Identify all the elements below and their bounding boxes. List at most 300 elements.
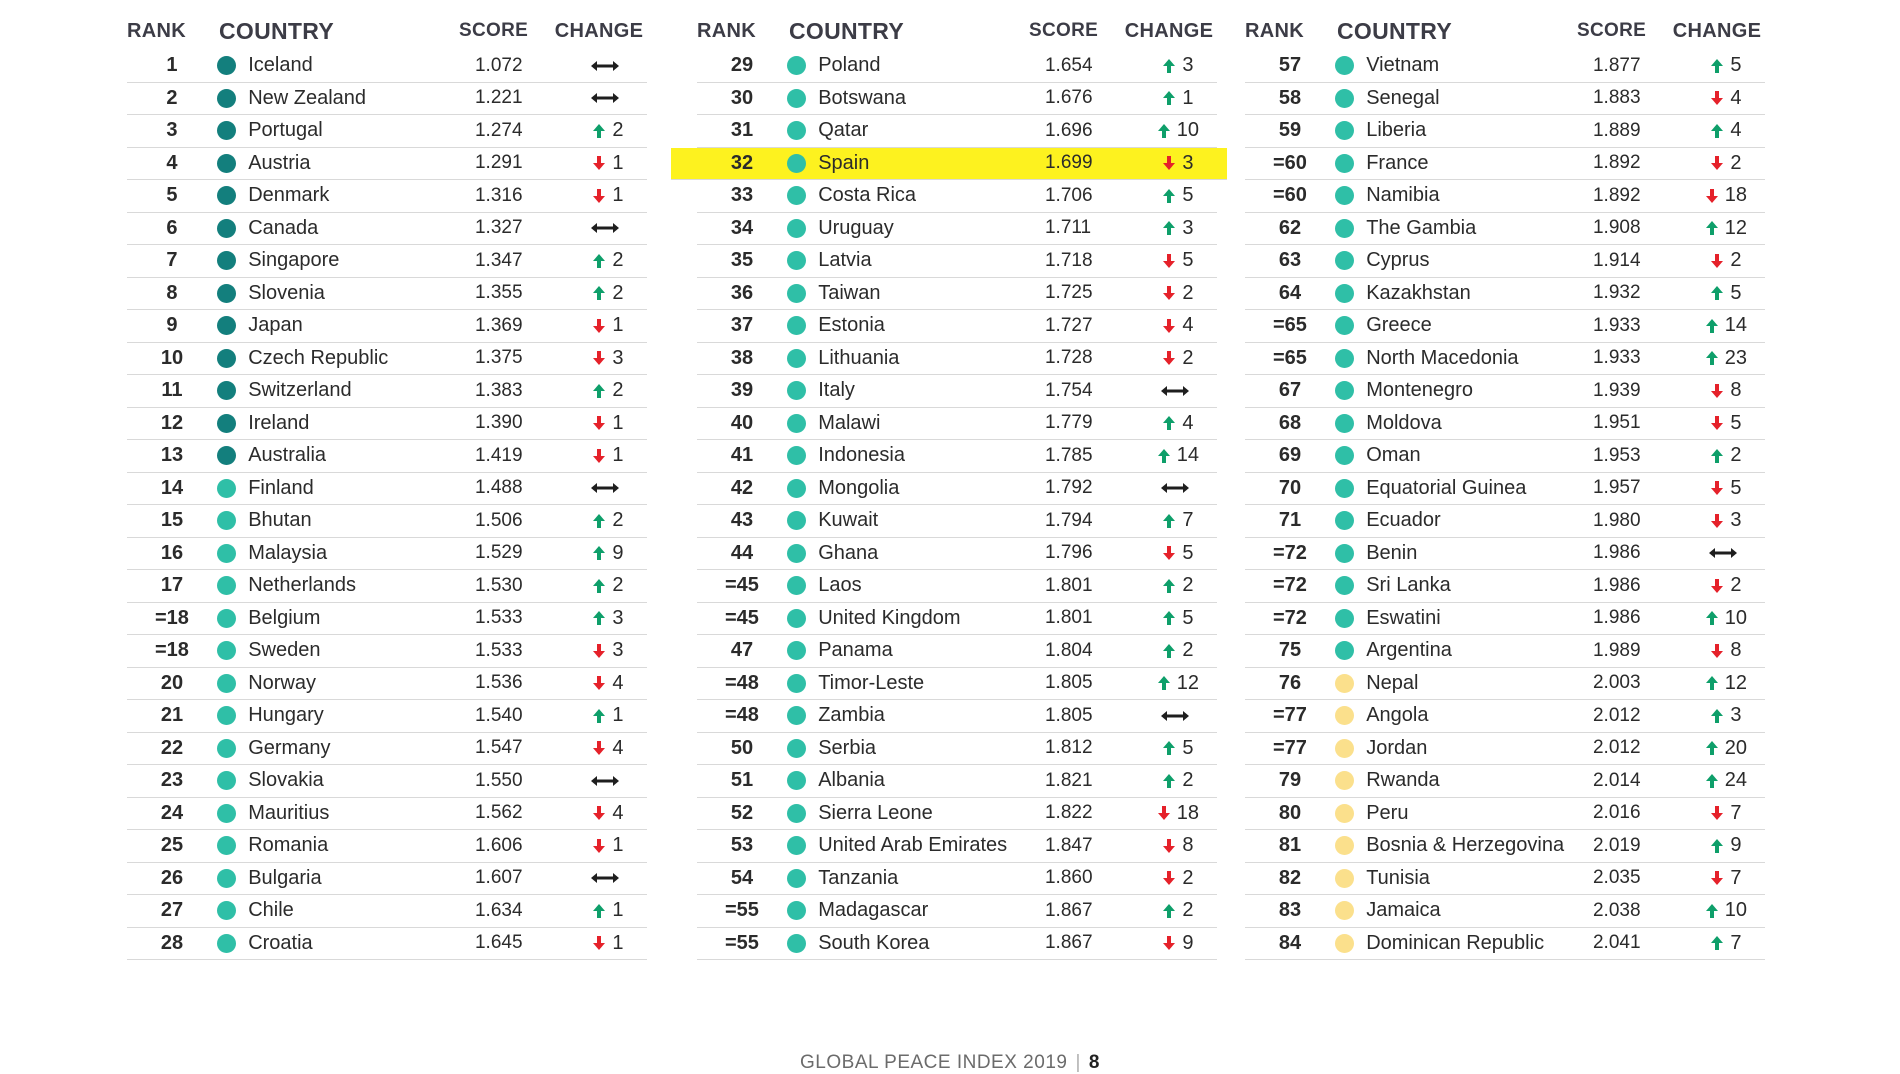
score-cell: 1.706: [1044, 184, 1093, 206]
level-dot-cell: [217, 446, 248, 465]
level-dot-icon: [787, 316, 806, 335]
table-row: [1245, 408, 1765, 441]
arrow-up-icon: [1705, 903, 1719, 919]
change-cell: [1139, 217, 1217, 240]
change-value: 7: [1730, 801, 1742, 824]
change-cell: [1139, 314, 1217, 337]
rank-cell: =55: [724, 931, 759, 954]
change-value: 2: [1182, 899, 1194, 922]
arrow-up-icon: [1162, 513, 1176, 529]
arrow-up-icon: [1710, 123, 1724, 139]
level-dot-icon: [217, 609, 236, 628]
table-row: [127, 505, 647, 538]
table-row: [127, 668, 647, 701]
table-row: [697, 245, 1217, 278]
level-dot-icon: [1335, 641, 1354, 660]
score-cell: 1.221: [474, 87, 523, 109]
score-cell: 1.822: [1044, 802, 1093, 824]
score-cell: 1.785: [1044, 444, 1093, 466]
change-value: 3: [1730, 704, 1742, 727]
arrow-down-icon: [592, 155, 606, 171]
level-dot-icon: [1335, 219, 1354, 238]
arrow-up-icon: [1162, 90, 1176, 106]
arrow-down-icon: [1157, 805, 1171, 821]
level-dot-cell: [217, 349, 248, 368]
arrow-down-icon: [1162, 870, 1176, 886]
table-row: [127, 245, 647, 278]
score-cell: 1.986: [1592, 607, 1641, 629]
score-cell: 1.550: [474, 769, 523, 791]
table-row: [127, 375, 647, 408]
arrow-down-icon: [1710, 805, 1724, 821]
rank-cell: 5: [166, 184, 178, 207]
change-value: 4: [1730, 119, 1742, 142]
rank-cell: 21: [160, 704, 184, 727]
arrow-down-icon: [1162, 350, 1176, 366]
table-row: [127, 733, 647, 766]
column-header: [697, 12, 1217, 50]
country-cell: Iceland: [248, 54, 313, 77]
arrow-down-icon: [592, 805, 606, 821]
arrow-down-icon: [592, 188, 606, 204]
country-cell: Benin: [1366, 541, 1418, 564]
level-dot-icon: [217, 446, 236, 465]
change-cell: [1139, 710, 1217, 722]
level-dot-icon: [787, 739, 806, 758]
level-dot-icon: [217, 511, 236, 530]
table-row: [1245, 603, 1765, 636]
table-row: [697, 375, 1217, 408]
score-cell: 1.383: [474, 379, 523, 401]
level-dot-icon: [787, 479, 806, 498]
change-value: 1: [612, 314, 624, 337]
rank-cell: =72: [1272, 574, 1307, 597]
score-cell: 1.801: [1044, 607, 1093, 629]
country-cell: Ecuador: [1366, 509, 1441, 532]
country-cell: Taiwan: [818, 281, 881, 304]
change-cell: [1139, 802, 1217, 825]
change-cell: [569, 899, 647, 922]
arrow-up-icon: [1162, 903, 1176, 919]
change-value: 1: [612, 834, 624, 857]
table-row: [697, 895, 1217, 928]
rank-cell: 79: [1278, 769, 1302, 792]
table-row: [127, 700, 647, 733]
level-dot-cell: [1335, 804, 1366, 823]
country-cell: Argentina: [1366, 639, 1452, 662]
level-dot-icon: [787, 186, 806, 205]
country-cell: Netherlands: [248, 574, 357, 597]
country-cell: Dominican Republic: [1366, 931, 1545, 954]
change-value: 2: [1182, 281, 1194, 304]
country-cell: Oman: [1366, 444, 1421, 467]
level-dot-cell: [787, 251, 818, 270]
arrow-up-icon: [592, 383, 606, 399]
level-dot-icon: [1335, 414, 1354, 433]
column-header: [127, 12, 647, 50]
change-value: 2: [612, 574, 624, 597]
rank-cell: 39: [730, 379, 754, 402]
level-dot-cell: [787, 121, 818, 140]
table-row: [1245, 733, 1765, 766]
country-cell: Tunisia: [1366, 866, 1430, 889]
level-dot-cell: [787, 316, 818, 335]
rank-cell: =48: [724, 671, 759, 694]
level-dot-cell: [217, 186, 248, 205]
level-dot-icon: [1335, 316, 1354, 335]
change-value: 7: [1730, 931, 1742, 954]
level-dot-cell: [217, 414, 248, 433]
arrow-up-icon: [592, 253, 606, 269]
change-cell: [1139, 87, 1217, 110]
country-cell: Qatar: [818, 119, 869, 142]
arrow-up-icon: [592, 903, 606, 919]
table-row: [697, 570, 1217, 603]
table-row: [697, 668, 1217, 701]
level-dot-cell: [1335, 154, 1366, 173]
level-dot-cell: [217, 739, 248, 758]
level-dot-icon: [217, 771, 236, 790]
change-value: 7: [1182, 509, 1194, 532]
table-row: [127, 408, 647, 441]
arrow-down-icon: [592, 415, 606, 431]
table-row: [1245, 928, 1765, 961]
score-cell: 1.696: [1044, 119, 1093, 141]
change-cell: [1139, 152, 1217, 175]
change-cell: [569, 412, 647, 435]
rank-cell: 34: [730, 216, 754, 239]
rank-cell: 8: [166, 281, 178, 304]
level-dot-icon: [1335, 154, 1354, 173]
score-cell: 1.812: [1044, 737, 1093, 759]
change-cell: [1139, 444, 1217, 467]
level-dot-cell: [217, 706, 248, 725]
level-dot-icon: [787, 381, 806, 400]
rank-cell: 75: [1278, 639, 1302, 662]
level-dot-cell: [1335, 641, 1366, 660]
arrow-down-icon: [1710, 870, 1724, 886]
level-dot-cell: [1335, 284, 1366, 303]
rank-cell: 70: [1278, 476, 1302, 499]
table-row: [697, 50, 1217, 83]
arrow-down-icon: [1710, 155, 1724, 171]
score-cell: 1.779: [1044, 412, 1093, 434]
change-value: 5: [1730, 54, 1742, 77]
arrow-down-icon: [1162, 838, 1176, 854]
change-value: 1: [612, 411, 624, 434]
country-cell: Canada: [248, 216, 319, 239]
change-value: 9: [1182, 931, 1194, 954]
score-cell: 1.711: [1044, 217, 1092, 239]
header-country: COUNTRY: [789, 17, 904, 44]
score-cell: 1.953: [1592, 444, 1641, 466]
arrow-up-icon: [1710, 838, 1724, 854]
change-cell: [1687, 867, 1765, 890]
table-row: [697, 115, 1217, 148]
arrow-both-icon: [1160, 482, 1190, 494]
score-cell: 2.041: [1592, 932, 1641, 954]
score-cell: 2.038: [1592, 899, 1641, 921]
level-dot-cell: [787, 641, 818, 660]
score-cell: 2.003: [1592, 672, 1641, 694]
score-cell: 1.072: [474, 54, 523, 76]
score-cell: 1.327: [474, 217, 523, 239]
table-row: [697, 473, 1217, 506]
level-dot-icon: [1335, 186, 1354, 205]
rank-cell: =45: [724, 606, 759, 629]
header-country: COUNTRY: [219, 17, 334, 44]
arrow-both-icon: [590, 482, 620, 494]
country-cell: Singapore: [248, 249, 340, 272]
country-cell: Kazakhstan: [1366, 281, 1471, 304]
level-dot-cell: [787, 836, 818, 855]
rank-cell: 23: [160, 769, 184, 792]
arrow-down-icon: [592, 643, 606, 659]
score-cell: 1.986: [1592, 574, 1641, 596]
rank-cell: =60: [1272, 184, 1307, 207]
arrow-both-icon: [590, 222, 620, 234]
country-cell: Germany: [248, 736, 331, 759]
level-dot-cell: [787, 609, 818, 628]
change-value: 2: [612, 281, 624, 304]
change-cell: [1139, 282, 1217, 305]
level-dot-icon: [1335, 381, 1354, 400]
table-row: [127, 635, 647, 668]
level-dot-icon: [1335, 706, 1354, 725]
table-row: [127, 310, 647, 343]
level-dot-cell: [217, 641, 248, 660]
score-cell: 1.989: [1592, 639, 1641, 661]
level-dot-icon: [1335, 804, 1354, 823]
score-cell: 1.951: [1592, 412, 1641, 434]
level-dot-cell: [217, 89, 248, 108]
level-dot-cell: [1335, 381, 1366, 400]
level-dot-icon: [217, 154, 236, 173]
header-rank: RANK: [1245, 19, 1304, 42]
table-row: [127, 895, 647, 928]
country-cell: Chile: [248, 899, 294, 922]
change-value: 5: [1730, 411, 1742, 434]
score-cell: 1.889: [1592, 119, 1641, 141]
change-cell: [569, 775, 647, 787]
rank-cell: 28: [160, 931, 184, 954]
change-value: 2: [1182, 769, 1194, 792]
change-value: 1: [612, 184, 624, 207]
arrow-up-icon: [1162, 740, 1176, 756]
rank-cell: =65: [1272, 346, 1307, 369]
table-row: [1245, 473, 1765, 506]
table-row: [697, 408, 1217, 441]
rank-cell: 44: [730, 541, 754, 564]
score-cell: 1.801: [1044, 574, 1093, 596]
level-dot-icon: [1335, 544, 1354, 563]
level-dot-icon: [787, 121, 806, 140]
score-cell: 2.035: [1592, 867, 1641, 889]
change-cell: [569, 60, 647, 72]
arrow-down-icon: [1162, 155, 1176, 171]
change-value: 5: [1730, 476, 1742, 499]
level-dot-icon: [787, 89, 806, 108]
level-dot-cell: [1335, 349, 1366, 368]
change-value: 2: [1730, 444, 1742, 467]
change-cell: [569, 184, 647, 207]
change-value: 4: [612, 736, 624, 759]
score-cell: 1.645: [474, 932, 523, 954]
score-cell: 1.908: [1592, 217, 1641, 239]
header-rank: RANK: [127, 19, 186, 42]
level-dot-icon: [787, 251, 806, 270]
change-cell: [569, 249, 647, 272]
level-dot-icon: [217, 576, 236, 595]
level-dot-icon: [787, 836, 806, 855]
arrow-down-icon: [1710, 383, 1724, 399]
score-cell: 1.939: [1592, 379, 1641, 401]
change-cell: [1687, 184, 1765, 207]
score-cell: 1.728: [1044, 347, 1093, 369]
level-dot-cell: [787, 56, 818, 75]
ranking-column-1: [127, 12, 647, 960]
level-dot-cell: [1335, 89, 1366, 108]
rank-cell: 53: [730, 834, 754, 857]
arrow-up-icon: [592, 708, 606, 724]
change-value: 3: [1730, 509, 1742, 532]
arrow-up-icon: [1705, 610, 1719, 626]
rank-cell: =55: [724, 899, 759, 922]
arrow-up-icon: [1705, 350, 1719, 366]
table-row: [127, 473, 647, 506]
change-cell: [1687, 119, 1765, 142]
score-cell: 1.274: [474, 119, 523, 141]
level-dot-cell: [1335, 56, 1366, 75]
table-row: [1245, 505, 1765, 538]
country-cell: Czech Republic: [248, 346, 389, 369]
table-row: [671, 148, 1227, 181]
arrow-down-icon: [1162, 318, 1176, 334]
score-cell: 1.316: [474, 184, 523, 206]
score-cell: 1.986: [1592, 542, 1641, 564]
header-change: CHANGE: [1672, 19, 1762, 42]
table-row: [1245, 180, 1765, 213]
level-dot-icon: [217, 869, 236, 888]
country-cell: Tanzania: [818, 866, 899, 889]
country-cell: United Arab Emirates: [818, 834, 1008, 857]
country-cell: Austria: [248, 151, 311, 174]
change-cell: [1687, 737, 1765, 760]
rank-cell: =48: [724, 704, 759, 727]
level-dot-icon: [787, 219, 806, 238]
score-cell: 1.355: [474, 282, 523, 304]
change-cell: [1687, 932, 1765, 955]
change-value: 2: [1730, 249, 1742, 272]
change-value: 1: [1182, 86, 1194, 109]
country-cell: Indonesia: [818, 444, 905, 467]
rows: [697, 50, 1217, 960]
level-dot-icon: [1335, 901, 1354, 920]
level-dot-icon: [787, 349, 806, 368]
change-value: 5: [1182, 606, 1194, 629]
change-cell: [1687, 802, 1765, 825]
country-cell: Denmark: [248, 184, 330, 207]
level-dot-cell: [787, 446, 818, 465]
arrow-up-icon: [1157, 675, 1171, 691]
level-dot-icon: [217, 901, 236, 920]
country-cell: Bulgaria: [248, 866, 322, 889]
change-cell: [569, 282, 647, 305]
level-dot-cell: [1335, 186, 1366, 205]
table-row: [697, 278, 1217, 311]
table-row: [127, 343, 647, 376]
arrow-both-icon: [590, 872, 620, 884]
arrow-both-icon: [1160, 710, 1190, 722]
rank-cell: 3: [166, 119, 178, 142]
level-dot-cell: [217, 869, 248, 888]
table-row: [697, 538, 1217, 571]
rank-cell: 36: [730, 281, 754, 304]
change-cell: [1139, 54, 1217, 77]
table-row: [697, 830, 1217, 863]
change-value: 2: [612, 249, 624, 272]
score-cell: 1.804: [1044, 639, 1093, 661]
rank-cell: 15: [160, 509, 184, 532]
level-dot-cell: [1335, 544, 1366, 563]
change-value: 14: [1176, 444, 1200, 467]
country-cell: North Macedonia: [1366, 346, 1519, 369]
level-dot-cell: [1335, 446, 1366, 465]
level-dot-icon: [1335, 121, 1354, 140]
country-cell: Australia: [248, 444, 327, 467]
level-dot-icon: [1335, 284, 1354, 303]
country-cell: Greece: [1366, 314, 1432, 337]
arrow-both-icon: [590, 92, 620, 104]
score-cell: 1.892: [1592, 184, 1641, 206]
country-cell: France: [1366, 151, 1429, 174]
change-value: 20: [1724, 736, 1748, 759]
level-dot-cell: [1335, 836, 1366, 855]
country-cell: Latvia: [818, 249, 872, 272]
arrow-up-icon: [1162, 220, 1176, 236]
change-value: 18: [1176, 801, 1200, 824]
change-cell: [1139, 607, 1217, 630]
level-dot-icon: [217, 706, 236, 725]
score-cell: 1.932: [1592, 282, 1641, 304]
table-row: [1245, 765, 1765, 798]
score-cell: 1.533: [474, 639, 523, 661]
change-value: 24: [1724, 769, 1748, 792]
table-row: [697, 798, 1217, 831]
rank-cell: 37: [730, 314, 754, 337]
level-dot-cell: [787, 381, 818, 400]
level-dot-icon: [217, 414, 236, 433]
country-cell: Mongolia: [818, 476, 900, 499]
level-dot-cell: [217, 901, 248, 920]
table-row: [697, 733, 1217, 766]
change-cell: [569, 347, 647, 370]
arrow-down-icon: [1710, 415, 1724, 431]
rank-cell: 13: [160, 444, 184, 467]
change-cell: [1139, 574, 1217, 597]
country-cell: Peru: [1366, 801, 1409, 824]
score-cell: 1.607: [474, 867, 523, 889]
change-cell: [1687, 574, 1765, 597]
level-dot-icon: [217, 56, 236, 75]
change-value: 2: [612, 379, 624, 402]
country-cell: Malaysia: [248, 541, 328, 564]
level-dot-cell: [217, 544, 248, 563]
change-value: 12: [1176, 671, 1200, 694]
rank-cell: 7: [166, 249, 178, 272]
rank-cell: 51: [730, 769, 754, 792]
table-row: [697, 440, 1217, 473]
